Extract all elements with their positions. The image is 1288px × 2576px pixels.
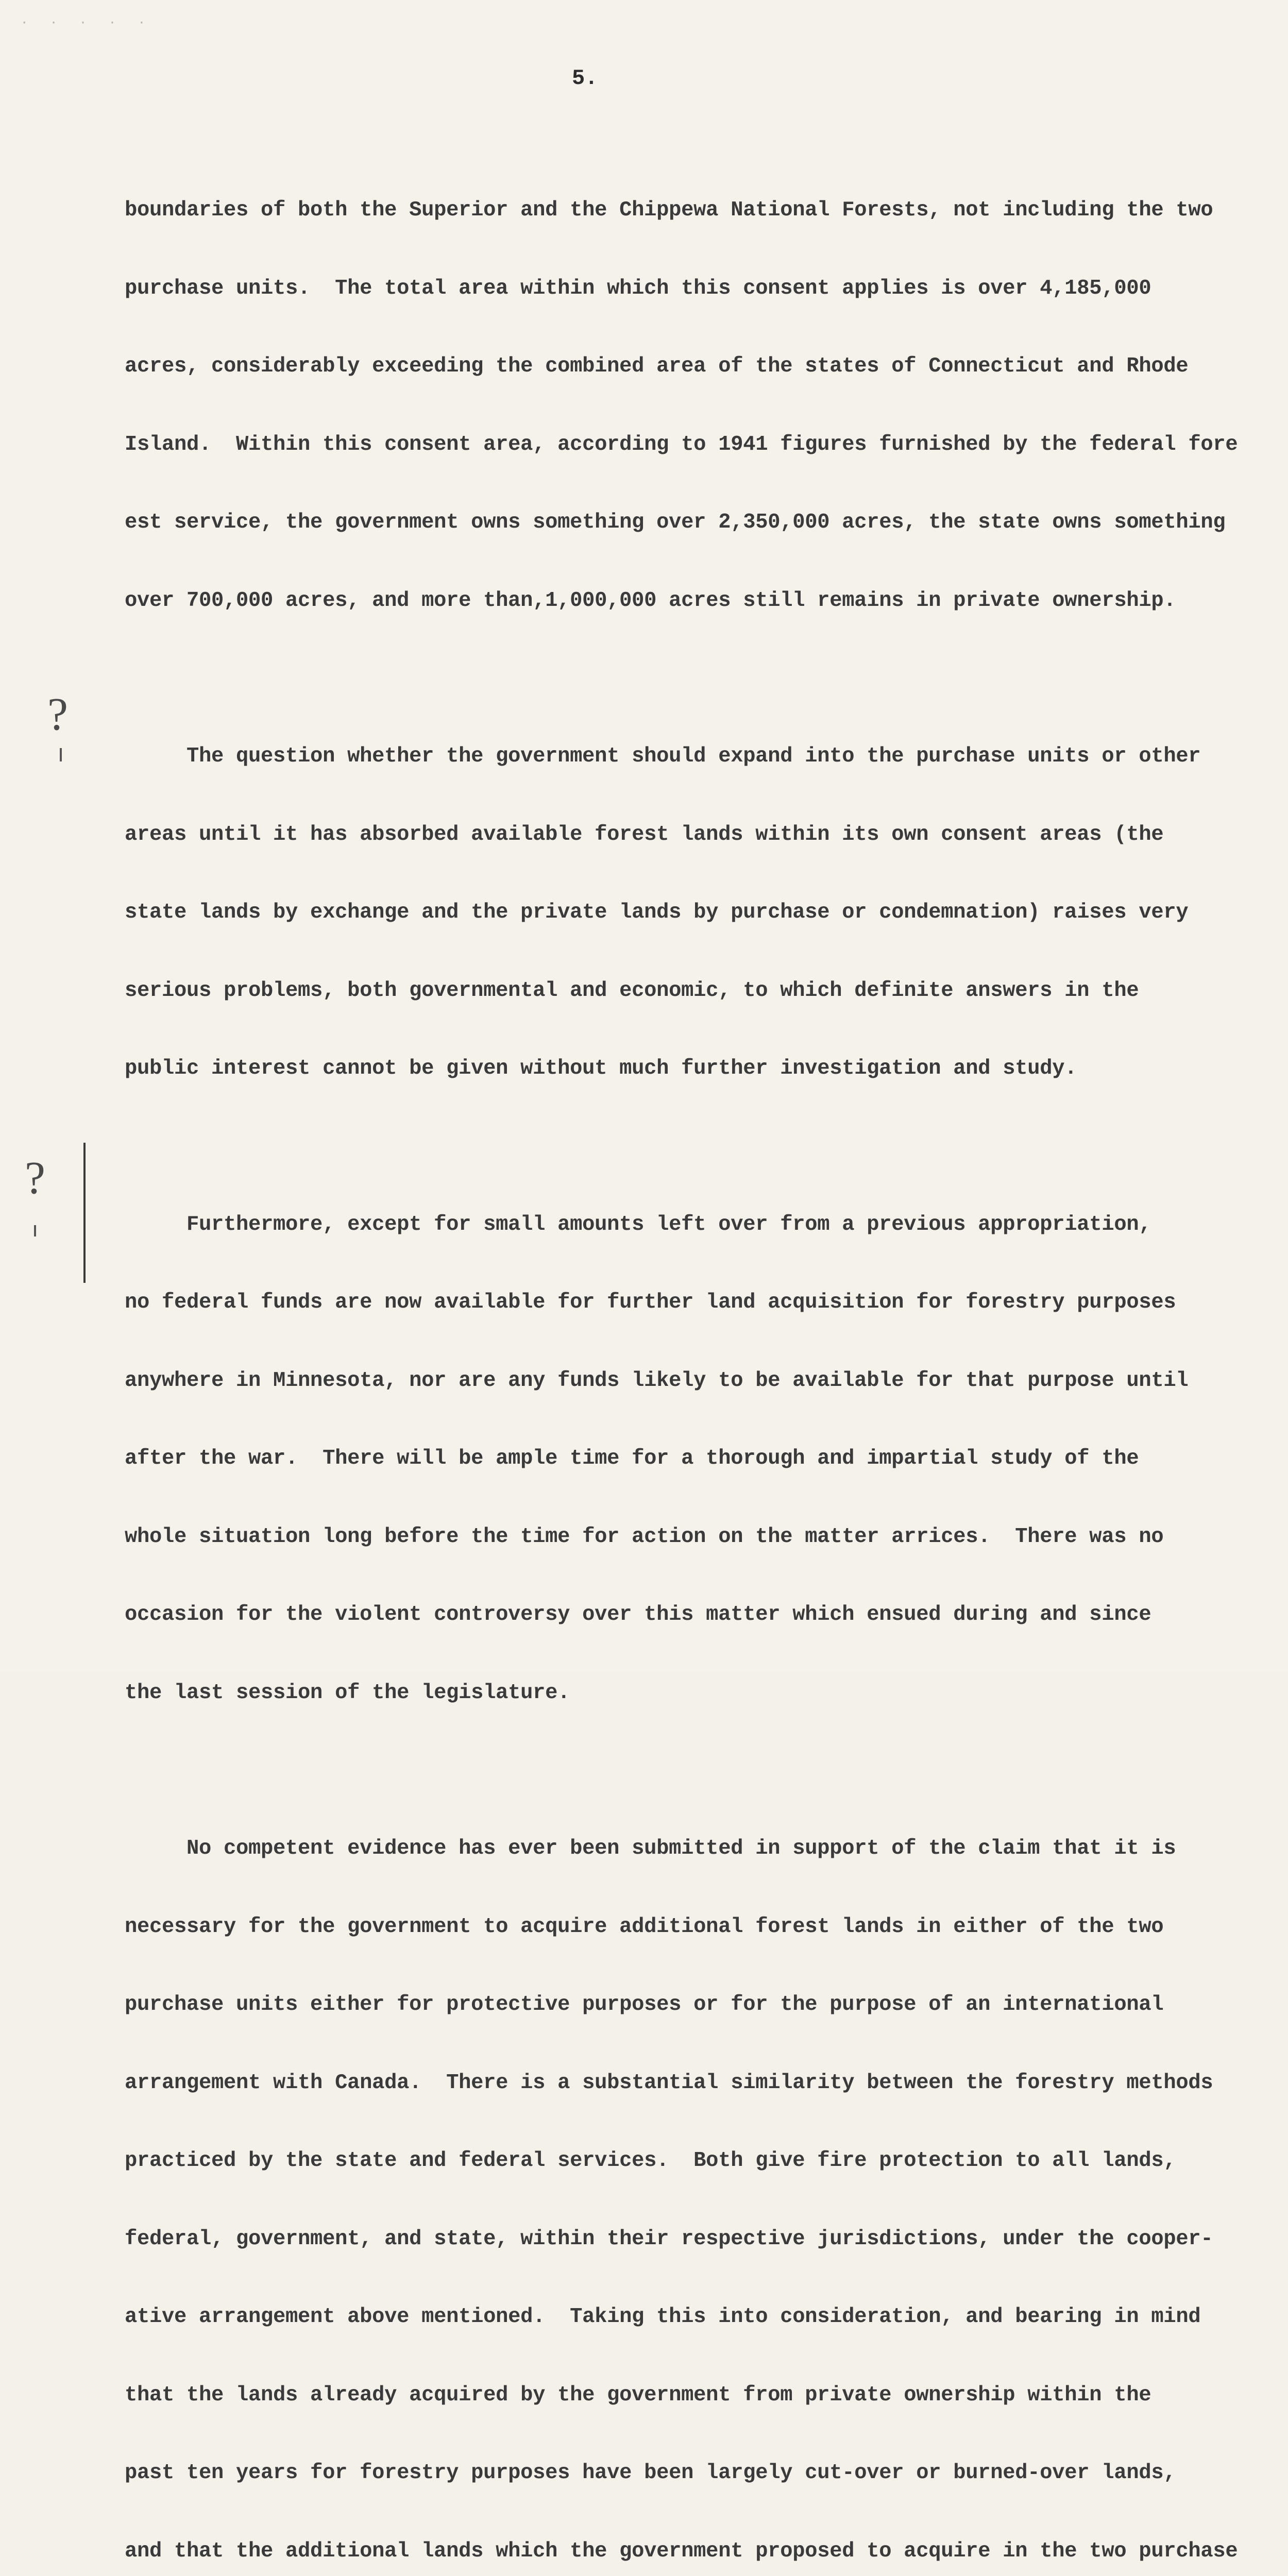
paragraph-1: [125, 145, 1284, 666]
text-line: after the war. There will be ample time for a thorough and impartial study of the: [125, 1447, 1139, 1470]
text-line: necessary for the government to acquire additional forest lands in either of the two: [125, 1914, 1164, 1939]
text-line: Furthermore, except for small amounts left over from a previous appropriation,: [125, 1212, 1151, 1236]
text-line: state lands by exchange and the private lands by purchase or condemnation) raises very: [125, 901, 1189, 924]
text-line: purchase units either for protective purposes or for the purpose of an international: [125, 1993, 1164, 2016]
margin-tick-1: [60, 748, 62, 761]
margin-question-mark-1: ?: [47, 689, 68, 740]
text-line: ative arrangement above mentioned. Taking this into consideration, and bearing in mind: [125, 2305, 1201, 2329]
text-line: occasion for the violent controversy over this matter which ensued during and since: [125, 1603, 1151, 1626]
text-line: and that the additional lands which the government proposed to acquire in the two purchase: [125, 2539, 1238, 2563]
paragraph-2: [125, 691, 1284, 1134]
text-line: Island. Within this consent area, according to 1941 figures furnished by the federal fore: [125, 432, 1238, 456]
paragraph-4: [125, 1784, 1284, 2576]
corner-marks: · · · · ·: [21, 15, 153, 30]
page-number: 5.: [572, 66, 598, 91]
text-line: no federal funds are now available for further land acquisition for forestry purposes: [125, 1291, 1176, 1314]
text-line: that the lands already acquired by the government from private ownership within the: [125, 2383, 1151, 2407]
text-line: public interest cannot be given without much further investigation and study.: [125, 1057, 1077, 1080]
text-line: serious problems, both governmental and economic, to which definite answers in the: [125, 978, 1139, 1003]
text-line: whole situation long before the time for action on the matter arrices. There was no: [125, 1524, 1164, 1549]
text-line: the last session of the legislature.: [125, 1681, 570, 1705]
text-line: No competent evidence has ever been submitted in support of the claim that it is: [125, 1837, 1176, 1860]
text-line: anywhere in Minnesota, nor are any funds likely to be available for that purpose until: [125, 1368, 1189, 1393]
paragraph-3: [125, 1160, 1284, 1758]
text-line: over 700,000 acres, and more than,1,000,000 acres still remains in private ownership.: [125, 588, 1176, 613]
margin-question-mark-2: ?: [25, 1153, 45, 1204]
text-line: The question whether the government should expand into the purchase units or other: [125, 744, 1201, 768]
text-line: areas until it has absorbed available forest lands within its own consent areas (the: [125, 822, 1164, 846]
text-line: federal, government, and state, within their respective jurisdictions, under the cooper-: [125, 2227, 1213, 2251]
text-line: est service, the government owns something over 2,350,000 acres, the state owns something: [125, 511, 1226, 534]
text-line: arrangement with Canada. There is a substantial similarity between the forestry methods: [125, 2071, 1213, 2095]
text-line: boundaries of both the Superior and the Chippewa National Forests, not including the two: [125, 198, 1213, 222]
text-line: practiced by the state and federal services. Both give fire protection to all lands,: [125, 2149, 1176, 2173]
body-text: [125, 145, 1284, 2576]
margin-vertical-bar: [83, 1143, 86, 1283]
text-line: purchase units. The total area within which this consent applies is over 4,185,000: [125, 276, 1151, 300]
text-line: acres, considerably exceeding the combined area of the states of Connecticut and Rhode: [125, 354, 1189, 378]
text-line: past ten years for forestry purposes have been largely cut-over or burned-over lands,: [125, 2461, 1176, 2485]
margin-tick-2: [34, 1225, 36, 1236]
